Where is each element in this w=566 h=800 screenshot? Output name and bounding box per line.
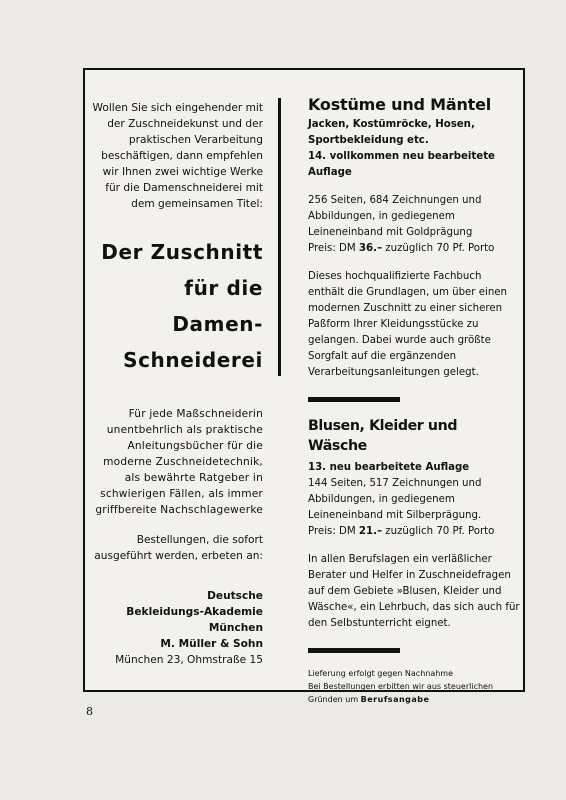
- address-line: M. Müller & Sohn: [160, 638, 263, 650]
- address-line: München: [208, 622, 263, 634]
- left-column: [85, 100, 263, 668]
- book2-edition: 13. neu bearbeitete Auflage: [308, 462, 470, 473]
- book2-description: In allen Berufslagen ein verläßlicher Berater und Helfer in Zuschneidefragen auf dem Gebiete »Blusen, Kleider und Wäsche«, ein Lehrbuch, das sich auch für den Selbstunterricht eignet.: [308, 554, 520, 629]
- book1-block: [308, 95, 520, 381]
- title-line: Damen-: [172, 312, 263, 336]
- book1-title: Kostüme und Mäntel: [308, 95, 492, 114]
- page-number: 8: [86, 705, 93, 718]
- intro-text: Wollen Sie sich eingehender mit der Zuschneidekunst und der praktischen Verarbeitung beschäftigen, dann empfehlen wir Ihnen zwei wichtige Werke für die Damenschneiderei mit dem gemeinsamen Titel:: [92, 102, 263, 210]
- address-line: Bekleidungs-Akademie: [126, 606, 263, 618]
- book1-details: 256 Seiten, 684 Zeichnungen und Abbildungen, in gediegenem Leineneinband mit Goldprägung: [308, 195, 482, 238]
- book2-block: [308, 416, 520, 632]
- orders-text: Bestellungen, die sofort ausgeführt werden, erbeten an:: [94, 534, 263, 562]
- usage-text: Für jede Maßschneiderin unentbehrlich als praktische Anleitungsbücher für die moderne Zuschneidetechnik, als bewährte Ratgeber in schwierigen Fällen, als immer griffbereite Nachschlagewerke: [95, 408, 263, 516]
- title-line: Schneiderei: [123, 348, 263, 372]
- address-line: München 23, Ohmstraße 15: [115, 654, 263, 666]
- book1-description: Dieses hochqualifizierte Fachbuch enthält die Grundlagen, um über einen modernen Zuschnitt zu einer sicheren Paßform Ihrer Kleidungsstücke zu gelangen. Dabei wurde auch größte Sorgfalt auf die ergänzenden Verarbeitungsanleitungen gelegt.: [308, 271, 508, 378]
- book1-subtitle: Jacken, Kostümröcke, Hosen, Sportbekleidung etc.: [308, 119, 475, 146]
- price-prefix: Preis: DM: [308, 243, 359, 254]
- publisher-address: [85, 588, 263, 668]
- price-suffix: zuzüglich 70 Pf. Porto: [382, 526, 495, 537]
- section-divider-bar: [308, 397, 400, 402]
- book-series-title: [85, 234, 263, 378]
- footnote-text: Bei Bestellungen erbitten wir aus steuerlichen Gründen um: [308, 682, 494, 704]
- title-line: Der Zuschnitt: [101, 240, 263, 264]
- footnote: [308, 667, 520, 706]
- vertical-divider: [278, 98, 281, 376]
- price-prefix: Preis: DM: [308, 526, 359, 537]
- price-suffix: zuzüglich 70 Pf. Porto: [382, 243, 495, 254]
- section-divider-bar: [308, 648, 400, 653]
- book2-details: 144 Seiten, 517 Zeichnungen und Abbildungen, in gediegenem Leineneinband mit Silberprägung.: [308, 478, 482, 521]
- footnote-line: Lieferung erfolgt gegen Nachnahme: [308, 669, 454, 678]
- book2-price-line: [308, 524, 520, 540]
- right-column: [308, 95, 520, 706]
- book1-price-line: [308, 241, 520, 257]
- advertisement-frame: [83, 68, 525, 704]
- book2-title: Blusen, Kleider und Wäsche: [308, 418, 458, 454]
- title-line: für die: [184, 276, 263, 300]
- address-line: Deutsche: [207, 590, 263, 602]
- book2-price: 21.–: [358, 526, 383, 537]
- footnote-line: [308, 680, 520, 706]
- book1-edition: 14. vollkommen neu bearbeitete Auflage: [308, 151, 495, 178]
- book1-price: 36.–: [358, 243, 383, 254]
- footnote-bold: Berufsangabe: [360, 695, 430, 704]
